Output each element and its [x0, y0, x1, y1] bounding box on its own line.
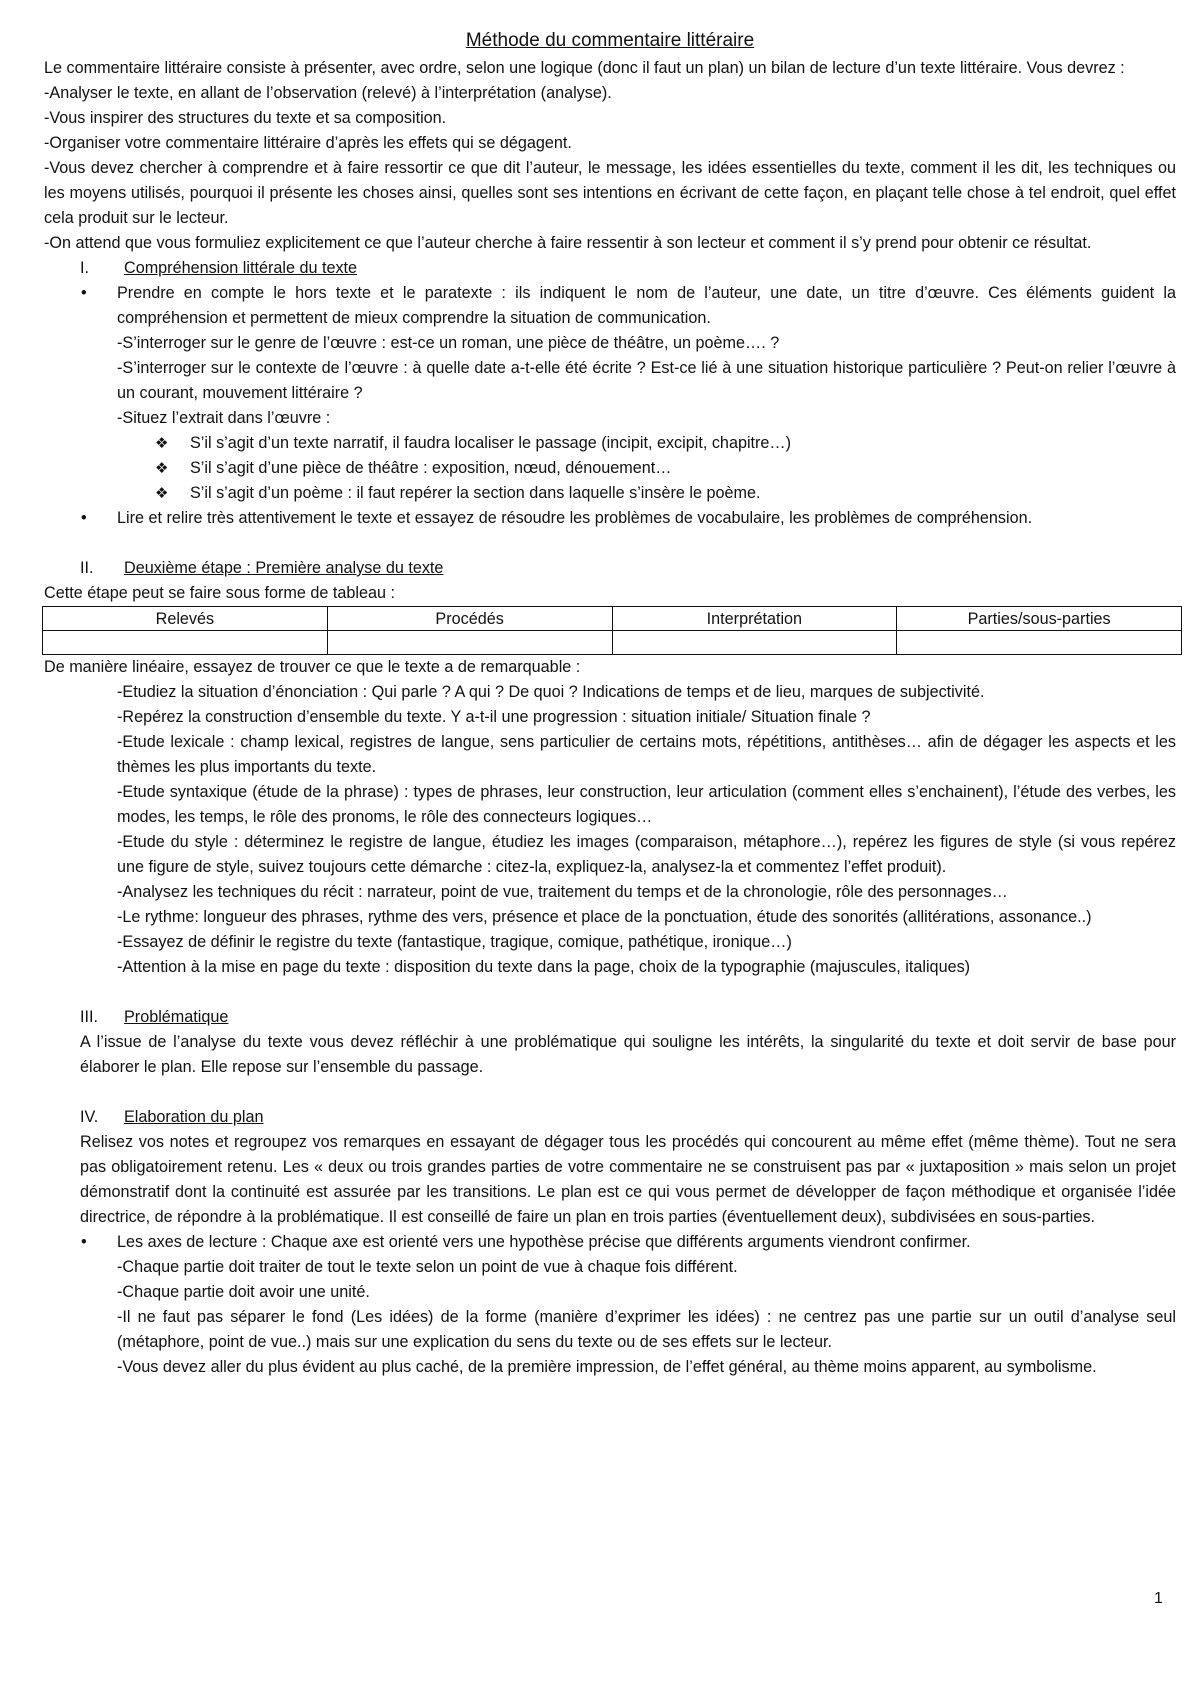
indented-line: -Analysez les techniques du récit : narrateur, point de vue, traitement du temps et de la chronologie, rôle des personnages…	[117, 883, 1008, 901]
indented-line: -S’interroger sur le contexte de l’œuvre : à quelle date a-t-elle été écrite ? Est-ce lié à une situation historique particulière ? Peut-on relier l’œuvre à un courant, mouvement littéraire ?	[117, 359, 1176, 402]
indented-line: -S’interroger sur le genre de l’œuvre : est-ce un roman, une pièce de théâtre, un poème…. ?	[117, 334, 780, 352]
diamond-list	[44, 431, 1176, 506]
table-cell	[327, 631, 612, 655]
page-number: 1	[1154, 1590, 1163, 1607]
section-2-heading	[44, 556, 1176, 581]
column-header: Relevés	[43, 607, 328, 631]
section-1-bullets	[44, 281, 1176, 331]
section-3-heading	[44, 1005, 1176, 1030]
intro-item: -On attend que vous formuliez explicitement ce que l’auteur cherche à faire ressentir à son lecteur et comment il s’y prend pour obtenir ce résultat.	[44, 234, 1092, 252]
indented-line: -Etudiez la situation d’énonciation : Qui parle ? A qui ? De quoi ? Indications de temps et de lieu, marques de subjectivité.	[117, 683, 985, 701]
bullet-item	[44, 1230, 1176, 1255]
column-header: Interprétation	[612, 607, 897, 631]
indented-line: -Repérez la construction d’ensemble du texte. Y a-t-il une progression : situation initiale/ Situation finale ?	[117, 708, 871, 726]
bullet-text: Lire et relire très attentivement le texte et essayez de résoudre les problèmes de vocabulaire, les problèmes de compréhension.	[117, 509, 1033, 527]
section-title: Elaboration du plan	[124, 1108, 264, 1126]
section-4-heading	[44, 1105, 1176, 1130]
diamond-item: ❖ S’il s’agit d’une pièce de théâtre : exposition, nœud, dénouement…	[44, 456, 1176, 481]
intro-item: -Organiser votre commentaire littéraire d’après les effets qui se dégagent.	[44, 134, 572, 152]
indented-line: -Situez l’extrait dans l’œuvre :	[117, 409, 331, 427]
table-header-row	[43, 607, 1182, 631]
indented-line: -Chaque partie doit avoir une unité.	[117, 1283, 370, 1301]
bullet-item	[44, 281, 1176, 331]
section-number: IV.	[80, 1108, 99, 1126]
section-1-bullets-2	[44, 506, 1176, 531]
section-1-heading	[44, 256, 1176, 281]
indented-line: -Etude du style : déterminez le registre de langue, étudiez les images (comparaison, métaphore…), repérez les figures de style (si vous repérez une figure de style, suivez toujours cette démarche : citez-la, expliquez-la, analysez-la et commentez l’effet produit).	[117, 833, 1176, 876]
after-table-text: De manière linéaire, essayez de trouver ce que le texte a de remarquable :	[44, 658, 581, 676]
intro-item: -Analyser le texte, en allant de l’observation (relevé) à l’interprétation (analyse).	[44, 84, 612, 102]
table-cell	[897, 631, 1182, 655]
diamond-item: ❖ S’il s’agit d’un poème : il faut repérer la section dans laquelle s’insère le poème.	[44, 481, 1176, 506]
indented-line: -Vous devez aller du plus évident au plus caché, de la première impression, de l’effet général, au thème moins apparent, au symbolisme.	[117, 1358, 1097, 1376]
diamond-item: ❖ S’il s’agit d’un texte narratif, il faudra localiser le passage (incipit, excipit, chapitre…)	[44, 431, 1176, 456]
section-4-bullets	[44, 1230, 1176, 1255]
indented-line: -Attention à la mise en page du texte : disposition du texte dans la page, choix de la typographie (majuscules, italiques)	[117, 958, 971, 976]
section-title: Compréhension littérale du texte	[124, 259, 358, 277]
bullet-text: Les axes de lecture : Chaque axe est orienté vers une hypothèse précise que différents arguments viendront confirmer.	[117, 1233, 971, 1251]
analysis-table	[42, 606, 1182, 655]
intro-item: -Vous inspirer des structures du texte et sa composition.	[44, 109, 447, 127]
column-header: Procédés	[327, 607, 612, 631]
intro-paragraph: Le commentaire littéraire consiste à présenter, avec ordre, selon une logique (donc il faut un plan) un bilan de lecture d’un texte littéraire. Vous devrez :	[44, 59, 1125, 77]
indented-line: -Chaque partie doit traiter de tout le texte selon un point de vue à chaque fois différent.	[117, 1258, 738, 1276]
bullet-item	[44, 506, 1176, 531]
indented-line: -Il ne faut pas séparer le fond (Les idées) de la forme (manière d’exprimer les idées) : ne centrez pas une partie sur un outil d’analyse seul (métaphore, point de vue..) mais sur une explication du sens du texte ou de ses effets sur le lecteur.	[117, 1308, 1176, 1351]
indented-line: -Etude lexicale : champ lexical, registres de langue, sens particulier de certains mots, répétitions, antithèses… afin de dégager les aspects et les thèmes les plus importants du texte.	[117, 733, 1176, 776]
section-number: II.	[80, 559, 94, 577]
section-4-text: Relisez vos notes et regroupez vos remarques en essayant de dégager tous les procédés qui concourent au même effet (même thème). Tout ne sera pas obligatoirement retenu. Les « deux ou trois grandes parties de votre commentaire ne se construisent pas par « juxtaposition » mais selon un projet démonstratif dont la continuité est assurée par les transitions. Le plan est ce qui vous permet de développer de façon méthodique et organisée l’idée directrice, de répondre à la problématique. Il est conseillé de faire un plan en trois parties (éventuellement deux), subdivisées en sous-parties.	[80, 1133, 1176, 1226]
table-cell	[612, 631, 897, 655]
column-header: Parties/sous-parties	[897, 607, 1182, 631]
table-row	[43, 631, 1182, 655]
bullet-text: Prendre en compte le hors texte et le paratexte : ils indiquent le nom de l’auteur, une date, un titre d’œuvre. Ces éléments guident la compréhension et permettent de mieux comprendre la situation de communication.	[117, 284, 1176, 327]
document-page	[44, 28, 1176, 1380]
table-intro: Cette étape peut se faire sous forme de tableau :	[44, 584, 395, 602]
section-title: Deuxième étape : Première analyse du texte	[124, 559, 444, 577]
section-number: I.	[80, 259, 89, 277]
indented-line: -Le rythme: longueur des phrases, rythme des vers, présence et place de la ponctuation, étude des sonorités (allitérations, assonance..)	[117, 908, 1092, 926]
section-title: Problématique	[124, 1008, 229, 1026]
page-title: Méthode du commentaire littéraire	[465, 30, 755, 51]
section-number: III.	[80, 1008, 98, 1026]
indented-line: -Essayez de définir le registre du texte (fantastique, tragique, comique, pathétique, ironique…)	[117, 933, 792, 951]
table-cell	[43, 631, 328, 655]
section-3-text: A l’issue de l’analyse du texte vous devez réfléchir à une problématique qui souligne les intérêts, la singularité du texte et doit servir de base pour élaborer le plan. Elle repose sur l’ensemble du passage.	[80, 1033, 1176, 1076]
intro-item: -Vous devez chercher à comprendre et à faire ressortir ce que dit l’auteur, le message, les idées essentielles du texte, comment il les dit, les techniques ou les moyens utilisés, pourquoi il présente les choses ainsi, quelles sont ses intentions en écrivant de cette façon, en plaçant telle chose à tel endroit, quel effet cela produit sur le lecteur.	[44, 159, 1176, 227]
indented-line: -Etude syntaxique (étude de la phrase) : types de phrases, leur construction, leur articulation (comment elles s’enchainent), l’étude des verbes, les modes, les temps, le rôle des pronoms, le rôle des connecteurs logiques…	[117, 783, 1176, 826]
